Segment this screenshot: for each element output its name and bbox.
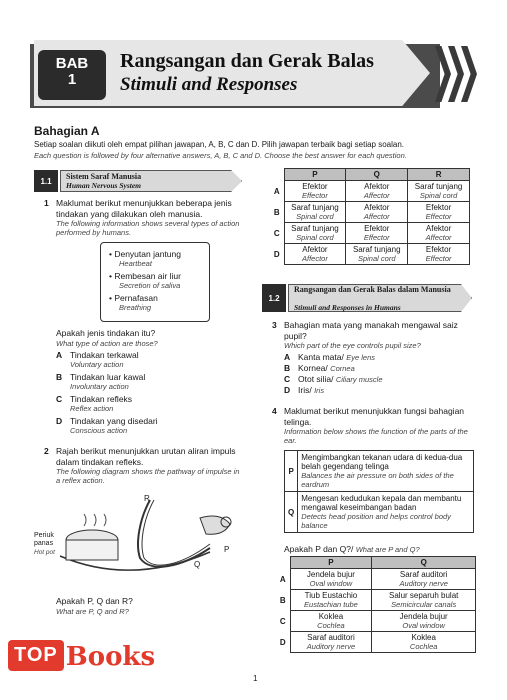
topic-number: 1.2 (262, 284, 286, 312)
table-row: Q Mengesan kedudukan kepala dan membantu mengawal keseimbangan badan Detects head position and helps control body balance (285, 492, 474, 533)
instruction-ms: Setiap soalan diikuti oleh empat pilihan jawapan, A, B, C dan D. Pilih jawapan terbaik bagi setiap soalan. (34, 140, 405, 149)
ask-ms: Apakah P, Q dan R? (56, 596, 133, 606)
option-b[interactable]: B Kornea/ Cornea (284, 363, 355, 373)
list-item: • Denyutan jantung Heartbeat (109, 249, 181, 268)
question-stem-ms: Maklumat berikut menunjukkan fungsi bahagian telinga. (284, 406, 465, 427)
reflex-diagram (40, 488, 250, 588)
option-a[interactable]: A Tindakan terkawal Voluntary action (56, 350, 139, 369)
question-number: 2 (44, 446, 49, 456)
q4-answer-table (276, 556, 476, 653)
option-a[interactable]: A Kanta mata/ Eye lens (284, 352, 375, 362)
question-stem-ms: Rajah berikut menunjukkan urutan aliran impuls dalam tindakan refleks. (56, 446, 236, 467)
option-b[interactable]: B Tindakan luar kawal Involuntary action (56, 372, 146, 391)
option-d[interactable]: D Iris/ Iris (284, 385, 325, 395)
ask-en: What type of action are those? (56, 338, 158, 348)
question-stem-ms: Bahagian mata yang manakah mengawal saiz pupil? (284, 320, 458, 341)
question-number: 3 (272, 320, 277, 330)
topic-title-en: Stimuli and Responses in Humans (294, 303, 401, 312)
chapter-badge (38, 50, 106, 100)
option-c[interactable]: C Tindakan refleks Reflex action (56, 394, 133, 413)
table-header: P (290, 557, 372, 569)
table-row[interactable]: B Saraf tunjang Spinal cord Afektor Affector Efektor Effector (270, 202, 470, 223)
question-stem-en: The following information shows several types of action performed by humans. (56, 219, 240, 237)
question-1 (44, 198, 244, 237)
question-4-ask: Apakah P dan Q?/ What are P and Q? (284, 544, 420, 554)
section-title: Bahagian A (34, 124, 100, 138)
table-row[interactable]: A Efektor Effector Afektor Affector Saraf tunjang Spinal cord (270, 181, 470, 202)
chapter-title-ms: Rangsangan dan Gerak Balas (120, 50, 374, 72)
page-number: 1 (253, 674, 258, 683)
hand-icon (200, 516, 230, 534)
chapter-number: 1 (67, 71, 77, 88)
label-p: P (224, 545, 230, 554)
question-number: 1 (44, 198, 49, 208)
topic-header-1-1 (34, 170, 244, 192)
ear-function-table (284, 450, 474, 533)
label-r: R (144, 494, 150, 503)
question-stem-en: The following diagram shows the pathway of impulse in a reflex action. (56, 467, 240, 485)
question-4 (272, 406, 472, 445)
question-1-ask (56, 328, 246, 348)
topic-title-ms: Rangsangan dan Gerak Balas dalam Manusia (294, 285, 451, 294)
list-item: • Rembesan air liur Secretion of saliva (109, 271, 181, 290)
q2-answer-table (270, 168, 470, 265)
table-header: Q (372, 557, 476, 569)
chapter-label: BAB (55, 55, 89, 72)
topic-title-ms: Sistem Saraf Manusia (66, 172, 142, 181)
topic-number: 1.1 (34, 170, 58, 192)
table-row[interactable]: B Tiub Eustachio Eustachian tube Salur separuh bulat Semicircular canals (276, 590, 476, 611)
question-stem-ms: Maklumat berikut menunjukkan beberapa jenis tindakan yang dilakukan oleh manusia. (56, 198, 232, 219)
question-number: 4 (272, 406, 277, 416)
table-row[interactable]: D Afektor Affector Saraf tunjang Spinal cord Efektor Effector (270, 244, 470, 265)
question-stem-en: Which part of the eye controls pupil size? (284, 341, 421, 350)
table-row[interactable]: C Saraf tunjang Spinal cord Efektor Effector Afektor Affector (270, 223, 470, 244)
table-header: P (284, 169, 346, 181)
table-header: Q (346, 169, 408, 181)
instruction-en: Each question is followed by four alternative answers, A, B, C and D. Choose the best answer for each question. (34, 151, 407, 160)
ask-ms: Apakah jenis tindakan itu? (56, 328, 156, 338)
topbooks-logo: TOP Books (8, 640, 155, 680)
question-2 (44, 446, 244, 485)
table-row: P Mengimbangkan tekanan udara di kedua-dua belah gegendang telinga Balances the air pressure on both sides of the eardrum (285, 451, 474, 492)
question-stem-en: Information below shows the function of the parts of the ear. (284, 427, 468, 445)
topic-title-en: Human Nervous System (66, 181, 142, 190)
table-header: R (408, 169, 470, 181)
option-c[interactable]: C Otot silia/ Ciliary muscle (284, 374, 383, 384)
info-box (100, 242, 210, 322)
label-q: Q (194, 560, 201, 569)
table-row[interactable]: C Koklea Cochlea Jendela bujur Oval window (276, 611, 476, 632)
ask-en: What are P, Q and R? (56, 606, 129, 616)
table-row[interactable]: A Jendela bujur Oval window Saraf auditori Auditory nerve (276, 569, 476, 590)
question-2-ask (56, 596, 246, 616)
table-row[interactable]: D Saraf auditori Auditory nerve Koklea Cochlea (276, 632, 476, 653)
question-3 (272, 320, 472, 350)
pot-label: Periuk panas Hot pot (34, 532, 55, 556)
chapter-title-en: Stimuli and Responses (120, 74, 298, 95)
topic-header-1-2 (262, 284, 472, 312)
list-item: • Pernafasan Breathing (109, 293, 158, 312)
option-d[interactable]: D Tindakan yang disedari Conscious action (56, 416, 158, 435)
chapter-banner (30, 40, 470, 112)
